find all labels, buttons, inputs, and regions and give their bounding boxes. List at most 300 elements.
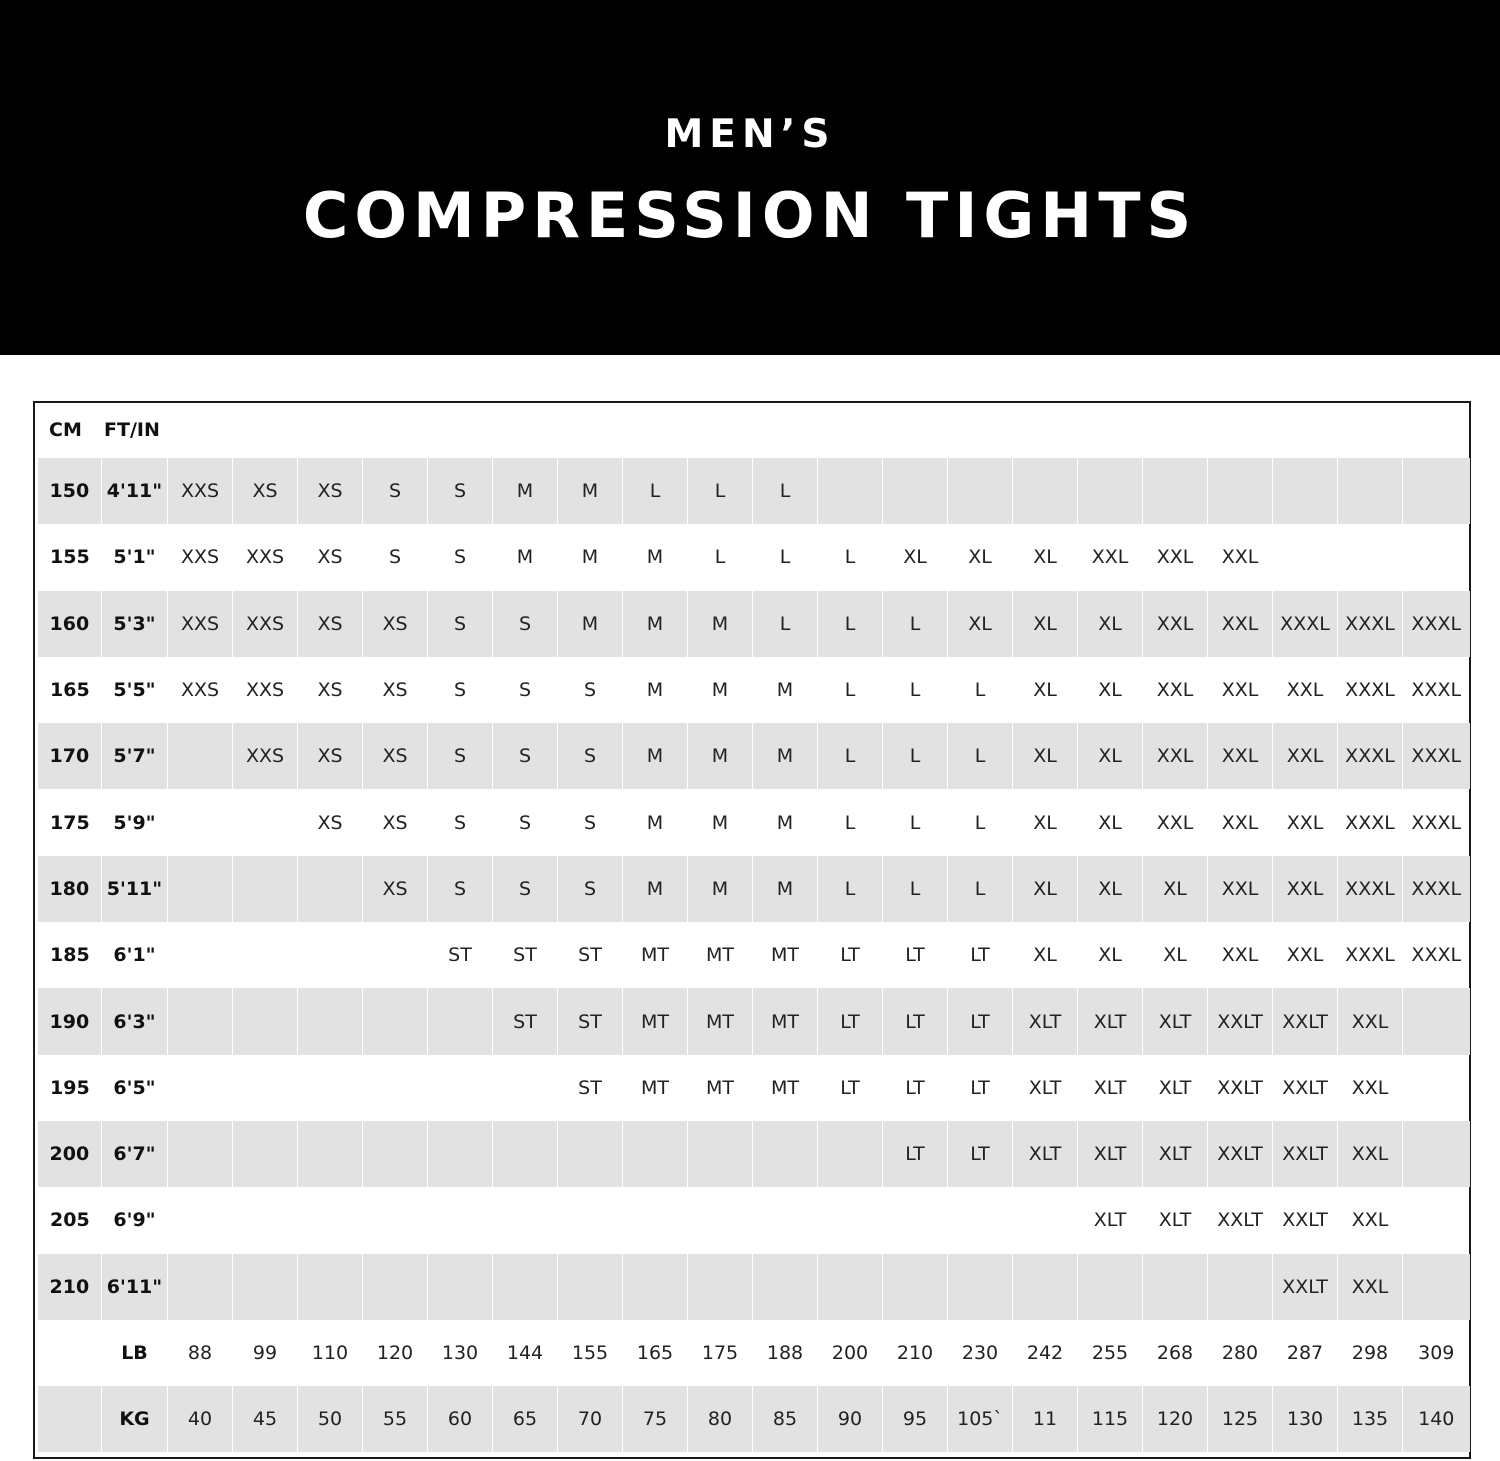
weight-lb-value: 99: [233, 1320, 298, 1386]
table-row: [38, 856, 1470, 922]
size-cell: MT: [623, 1055, 688, 1121]
size-cell: LT: [948, 988, 1013, 1054]
size-cell: XXLT: [1208, 1121, 1273, 1187]
size-cell: S: [558, 789, 623, 855]
weight-lb-value: 230: [948, 1320, 1013, 1386]
size-cell: XXXL: [1403, 723, 1470, 789]
size-cell: XS: [233, 458, 298, 524]
size-cell: XL: [1143, 922, 1208, 988]
size-cell: XXL: [1208, 922, 1273, 988]
size-cell: LT: [948, 1121, 1013, 1187]
weight-lb-value: 144: [493, 1320, 558, 1386]
size-cell: XXL: [1273, 789, 1338, 855]
size-cell: ST: [428, 922, 493, 988]
size-cell: LT: [883, 1055, 948, 1121]
size-cell: [558, 1254, 623, 1320]
size-cell: XS: [363, 856, 428, 922]
size-cell: [1338, 458, 1403, 524]
size-cell: [883, 458, 948, 524]
size-cell: XL: [1013, 524, 1078, 590]
size-cell: XXL: [1338, 1121, 1403, 1187]
height-cm: 210: [38, 1254, 102, 1320]
empty-cell: [38, 1386, 102, 1452]
size-cell: S: [428, 524, 493, 590]
size-cell: L: [948, 723, 1013, 789]
size-cell: S: [493, 856, 558, 922]
weight-kg-value: 70: [558, 1386, 623, 1452]
size-cell: [1013, 1254, 1078, 1320]
size-cell: [363, 1121, 428, 1187]
size-cell: [1273, 458, 1338, 524]
weight-lb-value: 242: [1013, 1320, 1078, 1386]
weight-kg-value: 95: [883, 1386, 948, 1452]
size-cell: XXL: [1273, 856, 1338, 922]
size-cell: XL: [1078, 723, 1143, 789]
size-cell: [428, 1055, 493, 1121]
weight-kg-value: 135: [1338, 1386, 1403, 1452]
weight-kg-value: 80: [688, 1386, 753, 1452]
empty-cell: [38, 1320, 102, 1386]
size-cell: LT: [818, 922, 883, 988]
size-cell: XXL: [1143, 723, 1208, 789]
size-cell: [493, 1254, 558, 1320]
size-cell: XS: [298, 789, 363, 855]
size-cell: [1078, 458, 1143, 524]
weight-lb-value: 188: [753, 1320, 818, 1386]
size-cell: M: [753, 723, 818, 789]
size-cell: XLT: [1143, 1121, 1208, 1187]
size-cell: XS: [363, 657, 428, 723]
size-cell: XL: [1013, 789, 1078, 855]
size-cell: [558, 1187, 623, 1253]
size-cell: [1208, 1254, 1273, 1320]
size-cell: [1013, 458, 1078, 524]
size-cell: XS: [298, 458, 363, 524]
height-cm: 185: [38, 922, 102, 988]
size-cell: ST: [493, 922, 558, 988]
table-row: [38, 591, 1470, 657]
weight-kg-value: 105`: [948, 1386, 1013, 1452]
size-cell: XL: [1013, 723, 1078, 789]
size-cell: M: [623, 856, 688, 922]
size-cell: XLT: [1078, 1055, 1143, 1121]
weight-lb-value: 309: [1403, 1320, 1470, 1386]
table-row: [38, 458, 1470, 524]
weight-lb-value: 280: [1208, 1320, 1273, 1386]
size-cell: XLT: [1013, 988, 1078, 1054]
size-cell: M: [558, 524, 623, 590]
size-cell: L: [883, 856, 948, 922]
size-cell: M: [753, 789, 818, 855]
size-cell: XXXL: [1338, 922, 1403, 988]
size-cell: XS: [363, 723, 428, 789]
size-cell: LT: [883, 922, 948, 988]
size-cell: M: [623, 657, 688, 723]
size-cell: XL: [948, 591, 1013, 657]
size-cell: [233, 1187, 298, 1253]
size-cell: [493, 1055, 558, 1121]
size-cell: L: [753, 591, 818, 657]
size-cell: [948, 1187, 1013, 1253]
size-cell: XXL: [1143, 591, 1208, 657]
size-cell: MT: [623, 922, 688, 988]
height-cm: 165: [38, 657, 102, 723]
height-ft-in: 4'11": [102, 458, 168, 524]
size-cell: XXL: [1208, 524, 1273, 590]
size-cell: XXLT: [1273, 988, 1338, 1054]
size-cell: XXL: [1338, 1055, 1403, 1121]
size-cell: L: [688, 524, 753, 590]
size-cell: L: [818, 789, 883, 855]
size-cell: [233, 988, 298, 1054]
size-cell: XXL: [1143, 789, 1208, 855]
size-cell: XL: [883, 524, 948, 590]
size-cell: [1403, 458, 1470, 524]
table-row: [38, 723, 1470, 789]
height-cm: 195: [38, 1055, 102, 1121]
table-row: [38, 922, 1470, 988]
size-cell: XXS: [168, 591, 233, 657]
size-cell: L: [818, 524, 883, 590]
size-cell: [1208, 458, 1273, 524]
height-ft-in: 6'7": [102, 1121, 168, 1187]
size-cell: [233, 1055, 298, 1121]
size-cell: XS: [363, 789, 428, 855]
size-cell: XL: [1013, 922, 1078, 988]
size-cell: M: [753, 856, 818, 922]
size-cell: L: [818, 856, 883, 922]
size-cell: S: [558, 657, 623, 723]
height-ft-in: 5'5": [102, 657, 168, 723]
size-cell: [1338, 524, 1403, 590]
size-cell: XS: [298, 723, 363, 789]
size-cell: [168, 1254, 233, 1320]
size-cell: [168, 789, 233, 855]
table-row: [38, 1320, 1470, 1386]
size-cell: XXLT: [1208, 1055, 1273, 1121]
size-cell: XLT: [1078, 1121, 1143, 1187]
size-cell: LT: [948, 1055, 1013, 1121]
height-cm: 175: [38, 789, 102, 855]
size-cell: XXL: [1338, 988, 1403, 1054]
height-ft-in: 5'7": [102, 723, 168, 789]
size-cell: [363, 1254, 428, 1320]
table-row: [38, 1386, 1470, 1452]
size-cell: XXL: [1338, 1187, 1403, 1253]
weight-lb-value: 287: [1273, 1320, 1338, 1386]
height-cm: 200: [38, 1121, 102, 1187]
size-cell: XL: [1143, 856, 1208, 922]
height-ft-in: 6'9": [102, 1187, 168, 1253]
size-cell: S: [428, 723, 493, 789]
weight-lb-value: 165: [623, 1320, 688, 1386]
weight-kg-value: 11: [1013, 1386, 1078, 1452]
height-ft-in: 6'1": [102, 922, 168, 988]
size-cell: L: [948, 856, 1013, 922]
size-cell: L: [883, 789, 948, 855]
size-cell: S: [428, 789, 493, 855]
size-cell: [753, 1254, 818, 1320]
size-cell: [168, 1121, 233, 1187]
weight-lb-value: 120: [363, 1320, 428, 1386]
size-cell: [298, 856, 363, 922]
size-cell: [428, 988, 493, 1054]
size-cell: L: [623, 458, 688, 524]
weight-kg-value: 55: [363, 1386, 428, 1452]
header-banner: [0, 0, 1500, 355]
height-ft-in: 5'11": [102, 856, 168, 922]
height-ft-in: 5'1": [102, 524, 168, 590]
size-cell: [168, 1187, 233, 1253]
table-row: [38, 657, 1470, 723]
table-row: [38, 1121, 1470, 1187]
size-cell: [168, 723, 233, 789]
size-cell: S: [428, 657, 493, 723]
size-cell: XS: [298, 591, 363, 657]
size-cell: XL: [1078, 789, 1143, 855]
size-cell: XXL: [1273, 922, 1338, 988]
weight-kg-value: 130: [1273, 1386, 1338, 1452]
size-cell: [428, 1254, 493, 1320]
size-cell: [233, 1121, 298, 1187]
size-cell: LT: [818, 1055, 883, 1121]
size-cell: L: [948, 657, 1013, 723]
size-grid: [37, 458, 1470, 1452]
size-cell: [233, 789, 298, 855]
size-cell: M: [493, 458, 558, 524]
size-cell: XLT: [1143, 1187, 1208, 1253]
height-cm: 160: [38, 591, 102, 657]
size-cell: MT: [688, 1055, 753, 1121]
weight-lb-value: 210: [883, 1320, 948, 1386]
height-ft-in: 5'3": [102, 591, 168, 657]
size-cell: [558, 1121, 623, 1187]
size-cell: [948, 1254, 1013, 1320]
size-cell: [428, 1187, 493, 1253]
column-header-cm: CM: [49, 419, 82, 441]
size-cell: XLT: [1143, 988, 1208, 1054]
weight-lb-value: 110: [298, 1320, 363, 1386]
size-cell: [233, 922, 298, 988]
size-cell: XXLT: [1273, 1055, 1338, 1121]
size-cell: LT: [883, 988, 948, 1054]
size-cell: XLT: [1013, 1055, 1078, 1121]
size-cell: XXL: [1208, 657, 1273, 723]
size-cell: [753, 1187, 818, 1253]
size-cell: XS: [298, 524, 363, 590]
size-cell: LT: [818, 988, 883, 1054]
height-cm: 205: [38, 1187, 102, 1253]
size-cell: L: [883, 591, 948, 657]
size-cell: M: [493, 524, 558, 590]
weight-kg-value: 45: [233, 1386, 298, 1452]
size-cell: [363, 1187, 428, 1253]
size-cell: XXL: [1208, 856, 1273, 922]
height-cm: 170: [38, 723, 102, 789]
size-cell: M: [558, 591, 623, 657]
weight-kg-value: 120: [1143, 1386, 1208, 1452]
size-cell: [1403, 988, 1470, 1054]
size-cell: M: [688, 789, 753, 855]
size-cell: [623, 1254, 688, 1320]
size-cell: MT: [688, 988, 753, 1054]
size-cell: M: [753, 657, 818, 723]
size-cell: M: [558, 458, 623, 524]
banner-subtitle: MEN’S: [664, 112, 836, 157]
size-cell: [1143, 458, 1208, 524]
size-cell: M: [623, 524, 688, 590]
height-ft-in: 6'11": [102, 1254, 168, 1320]
height-ft-in: 5'9": [102, 789, 168, 855]
weight-lb-value: 88: [168, 1320, 233, 1386]
weight-lb-value: 155: [558, 1320, 623, 1386]
size-cell: S: [428, 591, 493, 657]
size-cell: XXL: [1208, 591, 1273, 657]
size-cell: [233, 856, 298, 922]
size-cell: [363, 988, 428, 1054]
size-cell: LT: [883, 1121, 948, 1187]
size-cell: [1403, 1121, 1470, 1187]
size-cell: XL: [1013, 591, 1078, 657]
size-cell: XXS: [233, 657, 298, 723]
size-cell: S: [428, 458, 493, 524]
size-cell: XL: [1078, 856, 1143, 922]
weight-lb-value: 298: [1338, 1320, 1403, 1386]
size-cell: [753, 1121, 818, 1187]
size-cell: XXXL: [1403, 856, 1470, 922]
size-cell: ST: [558, 1055, 623, 1121]
size-cell: M: [623, 591, 688, 657]
size-cell: [428, 1121, 493, 1187]
size-cell: XXLT: [1273, 1121, 1338, 1187]
weight-kg-value: 75: [623, 1386, 688, 1452]
size-cell: [688, 1121, 753, 1187]
size-cell: XXS: [168, 524, 233, 590]
banner-title: COMPRESSION TIGHTS: [302, 179, 1198, 252]
size-cell: XXS: [233, 591, 298, 657]
size-cell: [298, 1187, 363, 1253]
size-cell: XLT: [1078, 1187, 1143, 1253]
size-cell: MT: [753, 922, 818, 988]
size-cell: XXXL: [1338, 723, 1403, 789]
size-cell: [818, 1121, 883, 1187]
size-cell: XLT: [1143, 1055, 1208, 1121]
size-cell: XXXL: [1403, 591, 1470, 657]
size-cell: S: [558, 723, 623, 789]
table-row: [38, 1055, 1470, 1121]
size-cell: [818, 458, 883, 524]
height-cm: 190: [38, 988, 102, 1054]
size-cell: M: [688, 856, 753, 922]
size-cell: S: [493, 591, 558, 657]
size-cell: XXS: [233, 524, 298, 590]
size-cell: XXXL: [1338, 657, 1403, 723]
size-cell: L: [818, 591, 883, 657]
size-cell: [1143, 1254, 1208, 1320]
size-cell: XXL: [1208, 789, 1273, 855]
weight-kg-label: KG: [102, 1386, 168, 1452]
size-cell: [688, 1187, 753, 1253]
size-cell: [1403, 524, 1470, 590]
size-cell: L: [818, 723, 883, 789]
size-cell: [298, 988, 363, 1054]
weight-kg-value: 140: [1403, 1386, 1470, 1452]
size-cell: M: [623, 789, 688, 855]
size-cell: S: [363, 524, 428, 590]
size-cell: XXL: [1208, 723, 1273, 789]
size-cell: ST: [558, 988, 623, 1054]
size-cell: [818, 1187, 883, 1253]
size-cell: [883, 1254, 948, 1320]
size-cell: L: [818, 657, 883, 723]
size-cell: XXL: [1143, 657, 1208, 723]
size-cell: [233, 1254, 298, 1320]
size-cell: MT: [623, 988, 688, 1054]
size-cell: [168, 922, 233, 988]
size-cell: XLT: [1013, 1121, 1078, 1187]
size-cell: [168, 856, 233, 922]
size-cell: XXXL: [1403, 657, 1470, 723]
size-cell: [1078, 1254, 1143, 1320]
table-row: [38, 789, 1470, 855]
size-cell: XXL: [1338, 1254, 1403, 1320]
weight-lb-value: 130: [428, 1320, 493, 1386]
height-cm: 180: [38, 856, 102, 922]
weight-lb-value: 255: [1078, 1320, 1143, 1386]
table-row: [38, 1187, 1470, 1253]
size-cell: [363, 1055, 428, 1121]
size-cell: XXL: [1143, 524, 1208, 590]
size-cell: XXXL: [1403, 922, 1470, 988]
height-cm: 155: [38, 524, 102, 590]
size-cell: MT: [688, 922, 753, 988]
size-cell: ST: [493, 988, 558, 1054]
weight-kg-value: 90: [818, 1386, 883, 1452]
height-cm: 150: [38, 458, 102, 524]
size-cell: XL: [1013, 856, 1078, 922]
size-cell: MT: [753, 988, 818, 1054]
weight-lb-label: LB: [102, 1320, 168, 1386]
size-cell: XL: [1078, 657, 1143, 723]
size-cell: S: [428, 856, 493, 922]
size-cell: L: [753, 524, 818, 590]
weight-lb-value: 268: [1143, 1320, 1208, 1386]
size-cell: [1013, 1187, 1078, 1253]
size-cell: L: [883, 723, 948, 789]
size-cell: [1403, 1055, 1470, 1121]
size-chart: [33, 401, 1471, 1459]
size-cell: S: [558, 856, 623, 922]
size-cell: M: [688, 591, 753, 657]
weight-lb-value: 200: [818, 1320, 883, 1386]
size-cell: S: [493, 723, 558, 789]
weight-kg-value: 40: [168, 1386, 233, 1452]
size-cell: [1273, 524, 1338, 590]
size-cell: [623, 1121, 688, 1187]
size-cell: [168, 1055, 233, 1121]
height-ft-in: 6'3": [102, 988, 168, 1054]
size-cell: LT: [948, 922, 1013, 988]
size-cell: [168, 988, 233, 1054]
size-cell: XXLT: [1208, 1187, 1273, 1253]
size-cell: S: [493, 657, 558, 723]
column-header-ft-in: FT/IN: [104, 419, 160, 441]
table-row: [38, 988, 1470, 1054]
size-cell: XLT: [1078, 988, 1143, 1054]
size-cell: XXLT: [1208, 988, 1273, 1054]
size-cell: XS: [298, 657, 363, 723]
size-cell: S: [493, 789, 558, 855]
